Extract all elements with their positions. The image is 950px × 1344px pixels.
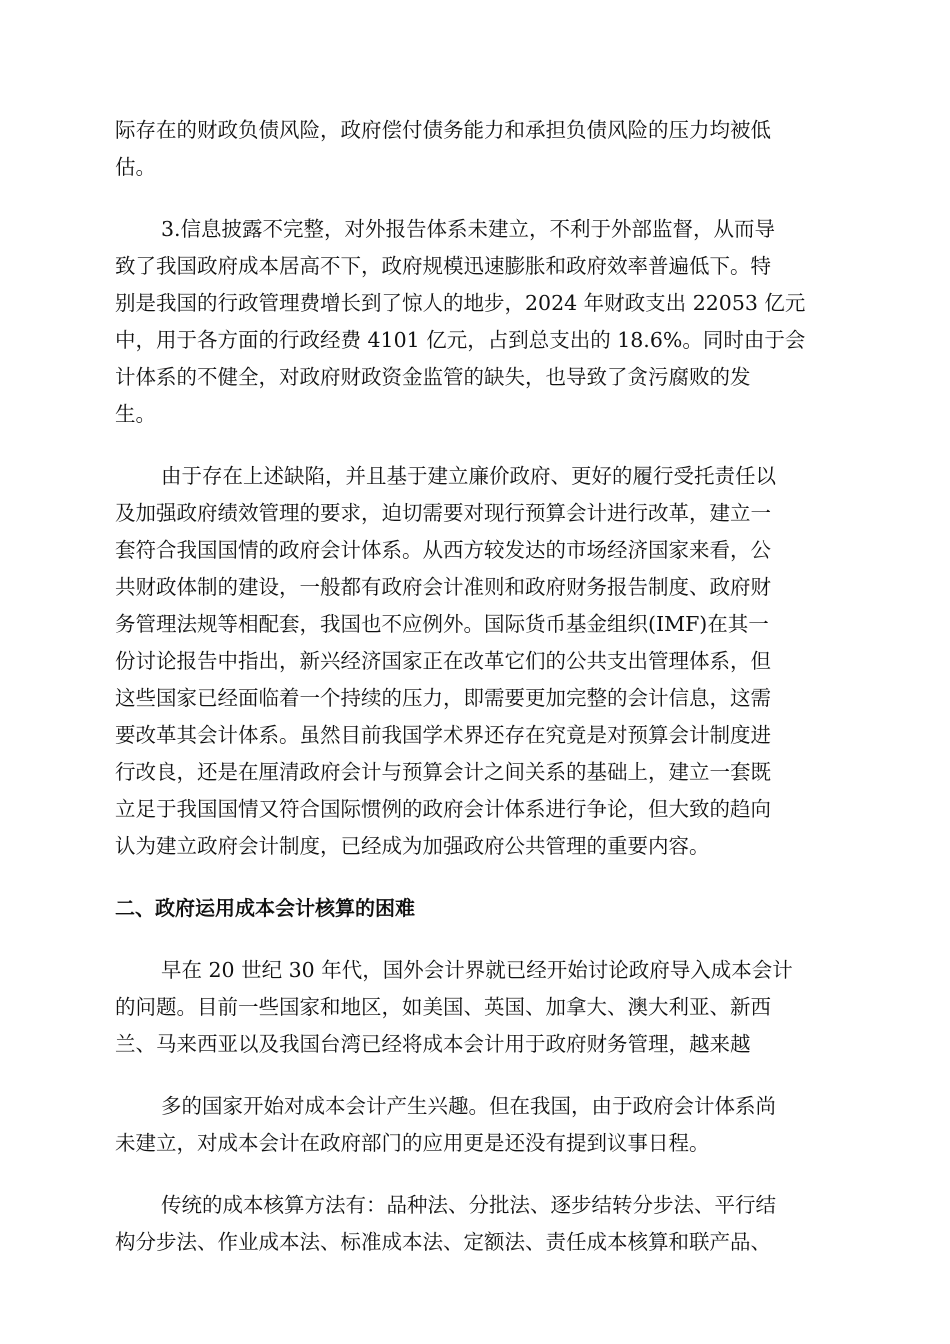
text-line: 由于存在上述缺陷，并且基于建立廉价政府、更好的履行受托责任以 <box>161 464 776 488</box>
document-page <box>115 112 835 1261</box>
section-heading: 二、政府运用成本会计核算的困难 <box>115 896 415 920</box>
paragraph-5 <box>115 1088 835 1162</box>
text-line: 及加强政府绩效管理的要求，迫切需要对现行预算会计进行改革，建立一 <box>115 501 771 525</box>
text-line: 要改革其会计体系。虽然目前我国学术界还存在究竟是对预算会计制度进 <box>115 723 771 747</box>
text-line: 致了我国政府成本居高不下，政府规模迅速膨胀和政府效率普遍低下。特 <box>115 254 771 278</box>
text-line: 际存在的财政负债风险，政府偿付债务能力和承担负债风险的压力均被低 <box>115 118 771 142</box>
text-line: 务管理法规等相配套，我国也不应例外。国际货币基金组织(IMF)在其一 <box>115 612 769 636</box>
text-line: 立足于我国国情又符合国际惯例的政府会计体系进行争论，但大致的趋向 <box>115 797 771 821</box>
text-line: 的问题。目前一些国家和地区，如美国、英国、加拿大、澳大利亚、新西 <box>115 995 771 1019</box>
text-line: 兰、马来西亚以及我国台湾已经将成本会计用于政府财务管理，越来越 <box>115 1032 751 1056</box>
text-line: 估。 <box>115 155 156 179</box>
text-line: 3.信息披露不完整，对外报告体系未建立，不利于外部监督，从而导 <box>161 217 776 241</box>
paragraph-4 <box>115 952 835 1063</box>
paragraph-2 <box>115 211 835 433</box>
text-line: 行改良，还是在厘清政府会计与预算会计之间关系的基础上，建立一套既 <box>115 760 771 784</box>
text-line: 中，用于各方面的行政经费 4101 亿元，占到总支出的 18.6%。同时由于会 <box>115 328 806 352</box>
text-line: 传统的成本核算方法有：品种法、分批法、逐步结转分步法、平行结 <box>161 1193 776 1217</box>
text-line: 别是我国的行政管理费增长到了惊人的地步，2024 年财政支出 22053 亿元 <box>115 291 806 315</box>
paragraph-3 <box>115 458 835 865</box>
text-line: 未建立，对成本会计在政府部门的应用更是还没有提到议事日程。 <box>115 1131 710 1155</box>
text-line: 生。 <box>115 402 156 426</box>
text-line: 这些国家已经面临着一个持续的压力，即需要更加完整的会计信息，这需 <box>115 686 771 710</box>
text-line: 多的国家开始对成本会计产生兴趣。但在我国，由于政府会计体系尚 <box>161 1094 776 1118</box>
text-line: 认为建立政府会计制度，已经成为加强政府公共管理的重要内容。 <box>115 834 710 858</box>
text-line: 套符合我国国情的政府会计体系。从西方较发达的市场经济国家来看，公 <box>115 538 771 562</box>
text-line: 份讨论报告中指出，新兴经济国家正在改革它们的公共支出管理体系，但 <box>115 649 771 673</box>
paragraph-6 <box>115 1187 835 1261</box>
text-line: 计体系的不健全，对政府财政资金监管的缺失，也导致了贪污腐败的发 <box>115 365 751 389</box>
text-line: 早在 20 世纪 30 年代，国外会计界就已经开始讨论政府导入成本会计 <box>161 958 793 982</box>
paragraph-1 <box>115 112 835 186</box>
text-line: 共财政体制的建设，一般都有政府会计准则和政府财务报告制度、政府财 <box>115 575 771 599</box>
text-line: 构分步法、作业成本法、标准成本法、定额法、责任成本核算和联产品、 <box>115 1230 771 1254</box>
